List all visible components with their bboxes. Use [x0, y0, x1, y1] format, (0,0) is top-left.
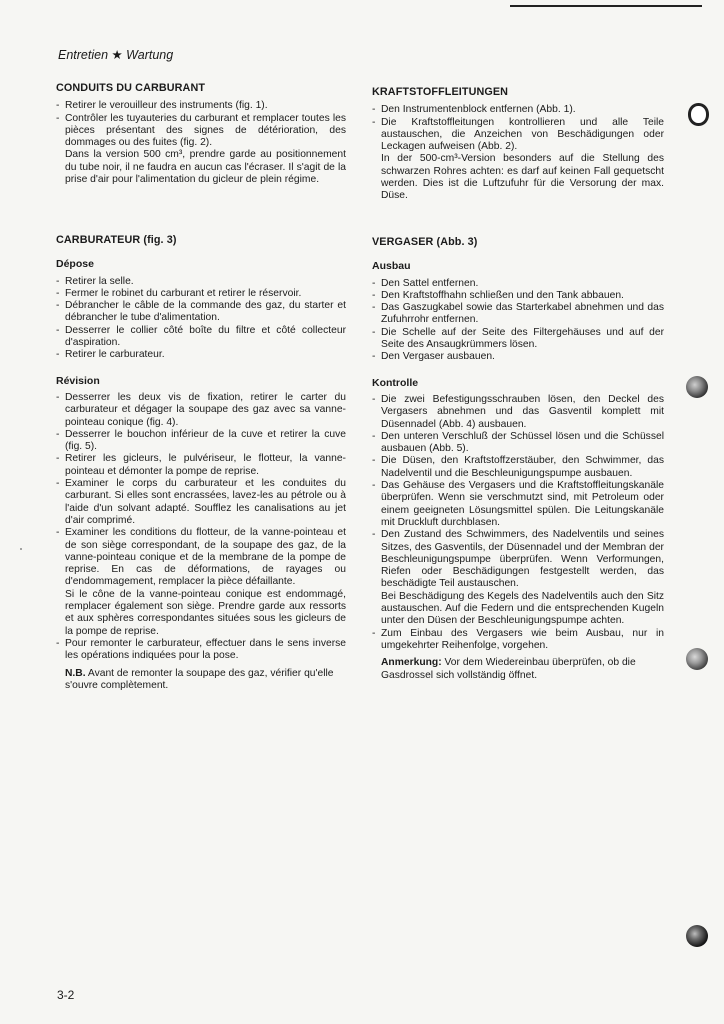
list-item: - Desserrer le bouchon inférieur de la cuve et retirer la cuve (fig. 5). — [56, 429, 346, 454]
list-item: - Den unteren Verschluß der Schüssel lösen und die Schüssel ausbauen (Abb. 5). — [372, 431, 664, 456]
punch-hole-icon — [686, 376, 708, 398]
running-header: Entretien ★ Wartung — [58, 48, 174, 62]
note — [56, 668, 346, 693]
list-item: - Die zwei Befestigungsschrauben lösen, den Deckel des Vergasers abnehmen und das Gasventil komplett mit Düsennadel (Abb. 4) ausbauen. — [372, 394, 664, 431]
section-vergaser — [372, 236, 664, 682]
kontrolle-list — [372, 394, 664, 652]
list-item: - Das Gaszugkabel sowie das Starterkabel abnehmen und das Zufuhrrohr entfernen. — [372, 302, 664, 327]
list-item: - Das Gehäuse des Vergasers und die Kraftstoffleitungskanäle überprüfen. Wenn sie verschmutzt sind, mit Petroleum oder einem geeigneten Lösungsmittel spülen. Die Leitungskanäle mit Druckluft durchblasen. — [372, 480, 664, 529]
ausbau-list — [372, 278, 664, 364]
note-label: N.B. — [65, 667, 86, 679]
revision-list — [56, 392, 346, 663]
list-item: - Den Instrumentenblock entfernen (Abb. 1). — [372, 104, 664, 116]
list-item: - Die Schelle auf der Seite des Filtergehäuses und auf der Seite des Ansaugkrümmers lösen. — [372, 327, 664, 352]
section-carburateur — [56, 234, 346, 692]
list-item: - Zum Einbau des Vergasers wie beim Ausbau, nur in umgekehrter Reihenfolge, vorgehen. — [372, 628, 664, 653]
list-item: - Pour remonter le carburateur, effectuer dans le sens inverse les opérations indiquées pour la pose. — [56, 638, 346, 663]
subsection-title: Révision — [56, 374, 100, 387]
list-item: - Fermer le robinet du carburant et retirer le réservoir. — [56, 288, 346, 300]
list-item: - Den Sattel entfernen. — [372, 278, 664, 290]
page-number: 3-2 — [57, 988, 75, 1002]
subsection-title: Dépose — [56, 258, 94, 271]
list-item: - Contrôler les tuyauteries du carburant et remplacer toutes les pièces présentant des signes de détérioration, des dommages ou des fuites (fig. 2). — [56, 113, 346, 150]
list-item: - Retirer la selle. — [56, 276, 346, 288]
list-item: - Desserrer les deux vis de fixation, retirer le carter du carburateur et dégager la soupape des gaz avec sa vanne-pointeau conique (fig. 4). — [56, 392, 346, 429]
list-item: - Den Zustand des Schwimmers, des Nadelventils und seines Sitzes, des Gasventils, der Düsennadel und der Membran der Beschleunigungspumpe überprüfen. Wenn Verformungen, Riefen oder Beschädigungen festgestellt werden, das beschädigte Teil austauschen. — [372, 529, 664, 590]
list-item: - Die Kraftstoffleitungen kontrollieren und alle Teile austauschen, die Anzeichen von Beschädigungen oder Leckagen aufweisen (Abb. 2). — [372, 117, 664, 154]
list-item: - Examiner les conditions du flotteur, de la vanne-pointeau et de son siège correspondant, de la soupape des gaz, de la vanne-pointeau conique et de la membrane de la pompe de reprise. En cas de déformations, de rayages ou d'endommagement, remplacer la pièce défaillante. — [56, 527, 346, 588]
list-item: - Den Vergaser ausbauen. — [372, 351, 664, 363]
top-rule — [510, 5, 702, 7]
subsection-title: Kontrolle — [372, 376, 419, 389]
list-item-continuation: Si le cône de la vanne-pointeau conique est endommagé, remplacer également son siège. Prendre garde aux ressorts et aux sphères correspondantes situées sous les gicleurs de la pompe de reprise. — [65, 588, 346, 637]
list-item: - Den Kraftstoffhahn schließen und den Tank abbauen. — [372, 290, 664, 302]
list-item-continuation: In der 500-cm³-Version besonders auf die Stellung des schwarzen Rohres achten: es darf auf keinen Fall gequetscht werden. Dies ist die Luftzufuhr für die Versorung der max. Düse. — [381, 153, 664, 202]
subsection-title: Ausbau — [372, 260, 411, 273]
list-item: - Retirer les gicleurs, le pulvériseur, le flotteur, la vanne-pointeau et démonter la pompe de reprise. — [56, 453, 346, 478]
section-title: VERGASER (Abb. 3) — [372, 236, 478, 248]
paper-speck — [20, 548, 22, 550]
note-text: Avant de remonter la soupape des gaz, vérifier qu'elle s'ouvre complètement. — [65, 667, 334, 691]
list-item-continuation: Dans la version 500 cm³, prendre garde au positionnement du tube noir, il ne faudra en aucun cas l'écraser. Il s'agit de la prise d'air pour l'alimentation du gicleur de plein régime. — [65, 149, 346, 186]
section-kraftstoffleitungen — [372, 86, 664, 203]
conduits-list — [56, 100, 346, 186]
punch-hole-icon — [686, 648, 708, 670]
list-item: - Examiner le corps du carburateur et les conduites du carburant. Si elles sont encrassées, lavez-les au pétrole ou à l'aide d'un solvant adapté. Soufflez les canalisations au jet d'air comprimé. — [56, 478, 346, 527]
list-item: - Desserrer le collier côté boîte du filtre et côté collecteur d'aspiration. — [56, 325, 346, 350]
list-item: - Débrancher le câble de la commande des gaz, du starter et débrancher le tube d'alimentation. — [56, 300, 346, 325]
list-item-continuation: Bei Beschädigung des Kegels des Nadelventils auch den Sitz austauschen. Auf die Federn und die entsprechenden Kugeln unter den Düsen der Beschleunigungspumpe achten. — [381, 590, 664, 627]
list-item: - Retirer le verouilleur des instruments (fig. 1). — [56, 100, 346, 112]
list-item: - Die Düsen, den Kraftstoffzerstäuber, den Schwimmer, das Nadelventil und die Beschleunigungspumpe ausbauen. — [372, 455, 664, 480]
punch-hole-icon — [688, 103, 709, 126]
punch-hole-icon — [686, 925, 708, 947]
note-label: Anmerkung: — [381, 657, 442, 669]
kraftstoff-list — [372, 104, 664, 202]
note — [372, 657, 664, 682]
section-title: KRAFTSTOFFLEITUNGEN — [372, 86, 509, 98]
section-title: CARBURATEUR (fig. 3) — [56, 234, 177, 246]
depose-list — [56, 276, 346, 362]
list-item: - Retirer le carburateur. — [56, 349, 346, 361]
section-conduits — [56, 82, 346, 186]
section-title: CONDUITS DU CARBURANT — [56, 82, 206, 94]
note-text: Vor dem Wiedereinbau überprüfen, ob die Gasdrossel sich vollständig öffnet. — [381, 657, 636, 681]
